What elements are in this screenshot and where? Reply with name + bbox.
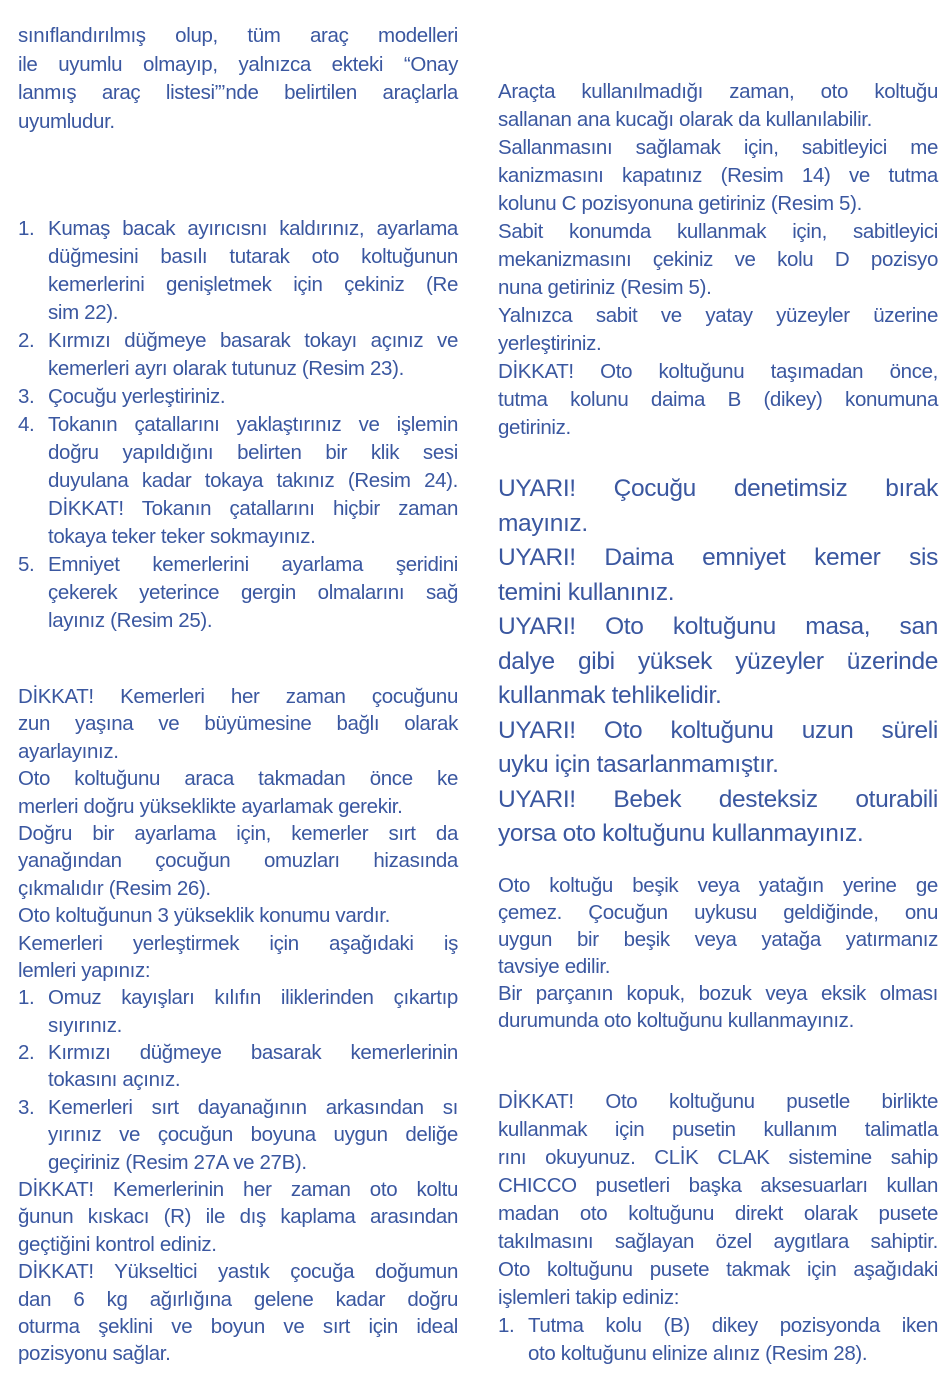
list-item <box>18 551 458 635</box>
text-line: yırınız ve çocuğun boyuna uygun deliğe <box>48 1123 458 1147</box>
text-line: zun yaşına ve büyümesine bağlı olarak <box>18 712 458 736</box>
text-line: dalye gibi yüksek yüzeyler üzerinde <box>498 647 938 675</box>
list-item <box>18 984 458 1039</box>
paragraph <box>18 1176 458 1258</box>
paragraph <box>18 765 458 820</box>
paragraph <box>498 714 938 783</box>
paragraph <box>498 78 938 134</box>
text-line: Yalnızca sabit ve yatay yüzeyler üzerine <box>498 304 938 327</box>
text-line: DİKKAT! Tokanın çatallarını hiçbir zaman <box>48 497 458 520</box>
text-line: kanizmasını kapatınız (Resim 14) ve tutma <box>498 164 938 187</box>
text-line: kemerleri ayrı olarak tutunuz (Resim 23). <box>48 357 404 380</box>
text-line: DİKKAT! Oto koltuğunu taşımadan önce, <box>498 360 938 383</box>
text-line: oto koltuğunu elinize alınız (Resim 28). <box>528 1342 868 1365</box>
text-line: sınıflandırılmış olup, tüm araç modelleri <box>18 24 458 47</box>
stroller-use-section <box>498 1088 938 1368</box>
text-line: getiriniz. <box>498 416 571 439</box>
text-line: UYARI! Oto koltuğunu masa, san <box>498 613 938 640</box>
paragraph <box>498 218 938 302</box>
text-line: dan 6 kg ağırlığına gelene kadar doğru <box>18 1287 458 1311</box>
text-line: mekanizmasını çekiniz ve kolu D pozisyo <box>498 248 938 271</box>
text-line: düğmesini basılı tutarak oto koltuğunun <box>48 245 458 268</box>
paragraph <box>498 980 938 1034</box>
text-line: Kemerleri yerleştirmek için aşağıdaki iş <box>18 931 458 955</box>
text-line: kemerlerini genişletmek için çekiniz (Re <box>48 273 458 296</box>
text-line: Kırmızı düğmeye basarak tokayı açınız ve <box>48 329 458 352</box>
text-line: yorsa oto koltuğunu kullanmayınız. <box>498 820 864 847</box>
text-line: lanmış araç listesi”’nde belirtilen araçlarla <box>18 81 458 104</box>
text-line: lemleri yapınız: <box>18 958 151 982</box>
paragraph <box>18 22 458 136</box>
text-line: çıkmalıdır (Resim 26). <box>18 876 211 900</box>
list-item <box>498 1312 938 1368</box>
text-line: durumunda oto koltuğunu kullanmayınız. <box>498 1009 854 1032</box>
left-column <box>18 0 458 1375</box>
list-item-number: 1. <box>18 986 35 1010</box>
text-line: Araçta kullanılmadığı zaman, oto koltuğu <box>498 80 938 103</box>
text-line: ile uyumlu olmayıp, yalnızca ekteki “Onay <box>18 52 458 76</box>
text-line: Omuz kayışları kılıfın iliklerinden çıkartıp <box>48 986 458 1010</box>
text-line: layınız (Resim 25). <box>48 609 213 632</box>
rocking-use-section <box>498 78 938 442</box>
paragraph <box>498 302 938 358</box>
text-line: çekerek yeterince gergin olmalarını sağ <box>48 581 458 604</box>
paragraph <box>498 472 938 541</box>
text-line: Bir parçanın kopuk, bozuk veya eksik olması <box>498 982 938 1005</box>
text-line: Tutma kolu (B) dikey pozisyonda iken <box>528 1314 938 1337</box>
paragraph <box>18 683 458 765</box>
list-item <box>18 327 458 383</box>
text-line: madan oto koltuğunu direkt olarak pusete <box>498 1202 938 1225</box>
list-item <box>18 383 458 411</box>
approved-vehicles-paragraph <box>18 22 458 136</box>
list-item <box>18 1094 458 1176</box>
paragraph <box>498 358 938 442</box>
text-line: mayınız. <box>498 509 588 537</box>
text-line: çemez. Çocuğun uykusu geldiğinde, onu <box>498 901 938 924</box>
paragraph <box>498 872 938 980</box>
text-line: oturma şeklini ve boyun ve sırt için ideal <box>18 1314 458 1338</box>
text-line: DİKKAT! Oto koltuğunu pusetle birlikte <box>498 1090 938 1113</box>
paragraph <box>498 541 938 610</box>
text-line: CHICCO pusetleri başka aksesuarları kullan <box>498 1174 938 1197</box>
text-line: Emniyet kemerlerini ayarlama şeridini <box>48 553 458 576</box>
right-column <box>498 0 938 1375</box>
text-line: Sallanmasını sağlamak için, sabitleyici me <box>498 136 938 159</box>
text-line: Kumaş bacak ayırıcısnı kaldırınız, ayarlama <box>48 217 458 240</box>
text-line: kolunu C pozisyonuna getiriniz (Resim 5). <box>498 192 862 215</box>
text-line: Oto koltuğunun 3 yükseklik konumu vardır. <box>18 904 390 928</box>
text-line: tokaya teker teker sokmayınız. <box>48 525 316 548</box>
paragraph <box>18 820 458 902</box>
text-line: kullanmak tehlikelidir. <box>498 682 722 709</box>
text-line: Sabit konumda kullanmak için, sabitleyici <box>498 220 938 243</box>
text-line: ğunun kıskacı (R) ile dış kaplama arasından <box>18 1205 458 1229</box>
list-item <box>18 411 458 551</box>
text-line: UYARI! Çocuğu denetimsiz bırak <box>498 475 938 502</box>
text-line: sim 22). <box>48 301 119 324</box>
buckling-steps-list <box>18 215 458 635</box>
text-line: merleri doğru yükseklikte ayarlamak gerekir. <box>18 794 403 818</box>
text-line: kullanmak için pusetin kullanım talimatla <box>498 1118 938 1141</box>
list-item-number: 3. <box>18 1095 35 1119</box>
list-item <box>18 215 458 327</box>
text-line: sıyırınız. <box>48 1013 122 1037</box>
text-line: Oto koltuğunu araca takmadan önce ke <box>18 767 458 791</box>
list-item-number: 5. <box>18 553 35 576</box>
paragraph <box>498 134 938 218</box>
text-line: UYARI! Bebek desteksiz oturabili <box>498 785 938 813</box>
text-line: UYARI! Daima emniyet kemer sis <box>498 544 938 571</box>
text-line: uygun bir beşik veya yatağa yatırmanız <box>498 928 938 951</box>
text-line: duyulana kadar tokaya takınız (Resim 24). <box>48 469 458 492</box>
paragraph <box>498 783 938 852</box>
text-line: pozisyonu sağlar. <box>18 1342 171 1366</box>
paragraph <box>18 930 458 985</box>
text-line: Oto koltuğunu pusete takmak için aşağıdaki <box>498 1258 938 1281</box>
text-line: Tokanın çatallarını yaklaştırınız ve işlemin <box>48 413 458 436</box>
text-line: DİKKAT! Yükseltici yastık çocuğa doğumun <box>18 1260 458 1284</box>
text-line: Doğru bir ayarlama için, kemerler sırt da <box>18 821 458 845</box>
text-line: temini kullanınız. <box>498 578 675 606</box>
paragraph <box>18 1258 458 1368</box>
text-line: Kemerleri sırt dayanağının arkasından sı <box>48 1095 458 1119</box>
text-line: geçiriniz (Resim 27A ve 27B). <box>48 1150 307 1174</box>
text-line: uyumludur. <box>18 109 115 133</box>
text-line: Çocuğu yerleştiriniz. <box>48 385 226 408</box>
list-item-number: 1. <box>18 217 35 240</box>
text-line: sallanan ana kucağı olarak da kullanılabilir. <box>498 108 873 131</box>
text-line: takılmasını sağlayan özel aygıtlara sahiptir. <box>498 1230 938 1253</box>
harness-adjustment-section <box>18 683 458 1368</box>
paragraph <box>18 902 458 929</box>
text-line: DİKKAT! Kemerlerinin her zaman oto koltu <box>18 1178 458 1202</box>
paragraph <box>498 1088 938 1312</box>
text-line: tutma kolunu daima B (dikey) konumuna <box>498 388 938 411</box>
text-line: işlemleri takip ediniz: <box>498 1286 680 1309</box>
list-item-number: 2. <box>18 1041 35 1065</box>
text-line: yanağından çocuğun omuzları hizasında <box>18 849 458 873</box>
list-item-number: 4. <box>18 413 35 436</box>
text-line: rını okuyunuz. CLİK CLAK sistemine sahip <box>498 1146 938 1169</box>
text-line: DİKKAT! Kemerleri her zaman çocuğunu <box>18 685 458 708</box>
text-line: Oto koltuğu beşik veya yatağın yerine ge <box>498 874 938 897</box>
list-item-number: 2. <box>18 329 35 352</box>
sleep-advice-section <box>498 872 938 1034</box>
list-item <box>18 1039 458 1094</box>
text-line: ayarlayınız. <box>18 739 119 763</box>
text-line: tavsiye edilir. <box>498 955 611 978</box>
text-line: yerleştiriniz. <box>498 332 602 355</box>
text-line: geçtiğini kontrol ediniz. <box>18 1232 217 1256</box>
paragraph <box>498 610 938 714</box>
text-line: uyku için tasarlanmamıştır. <box>498 751 779 778</box>
text-line: nuna getiriniz (Resim 5). <box>498 276 712 299</box>
list-item-number: 1. <box>498 1314 515 1337</box>
warnings-section <box>498 472 938 852</box>
list-item-number: 3. <box>18 385 35 408</box>
text-line: UYARI! Oto koltuğunu uzun süreli <box>498 716 938 744</box>
text-line: Kırmızı düğmeye basarak kemerlerinin <box>48 1041 458 1065</box>
text-line: tokasını açınız. <box>48 1068 181 1092</box>
text-line: doğru yapıldığını belirten bir klik sesi <box>48 441 458 464</box>
